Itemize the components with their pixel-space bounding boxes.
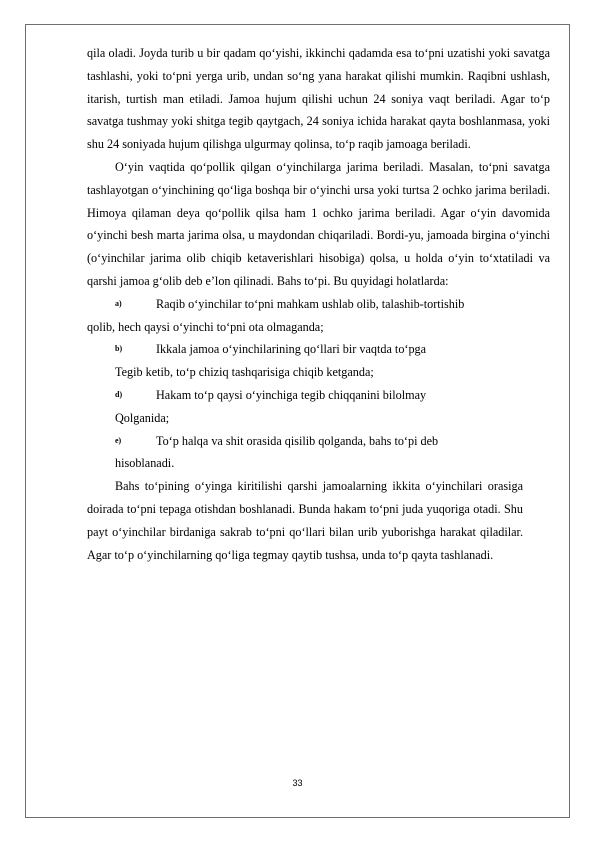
list (87, 293, 550, 475)
list-marker: d) (115, 389, 123, 399)
list-item-d (87, 384, 550, 430)
paragraph-1: qila oladi. Joyda turib u bir qadam qo‘yishi, ikkinchi qadamda esa to‘pni uzatishi yoki savatga tashlashi, yoki to‘pni yerga urib, undan so‘ng yana harakat qilishi mumkin. Raqibni ushlash, itarish, turtish man etiladi. Jamoa hujum qilishi uchun 24 soniya vaqt beriladi. Agar to‘p savatga tushmay yoki shitga tegib qaytgach, 24 soniya ichida harakat qayta boshlanmasa, yoki shu 24 soniyada hujum qilishga ulgurmay qolinsa, to‘p raqib jamoaga beriladi. (87, 46, 550, 152)
paragraph-2: O‘yin vaqtida qo‘pollik qilgan o‘yinchilarga jarima beriladi. Masalan, to‘pni savatga tashlayotgan o‘yinchining qo‘liga boshqa bir o‘yinchi ursa yoki turtsa 2 ochko jarima beriladi. Himoya qilaman deya qo‘pollik qilsa ham 1 ochko jarima beriladi. Agar o‘yin davomida o‘yinchi besh marta jarima olsa, u maydondan chiqariladi. Bordi-yu, jamoada birgina o‘yinchi (o‘yinchilar jarima olib chiqib ketaverishlari hisobiga) qolsa, u holda o‘yin to‘xtatiladi va qarshi jamoa g‘olib deb e’lon qilinadi. Bahs to‘pi. Bu quyidagi holatlarda: (87, 159, 550, 288)
list-marker: b) (115, 344, 123, 354)
list-item-e (87, 430, 550, 476)
list-item-b (87, 338, 550, 384)
list-item-continuation: Qolganida; (115, 410, 170, 425)
list-item-text: To‘p halqa va shit orasida qisilib qolganda, bahs to‘pi deb (156, 433, 439, 448)
list-item-continuation: qolib, hech qaysi o‘yinchi to‘pni ota olmaganda; (87, 319, 324, 334)
page-number: 33 (292, 778, 303, 788)
document-body (87, 42, 550, 566)
list-item-a (87, 293, 550, 339)
list-item-text: Hakam to‘p qaysi o‘yinchiga tegib chiqqanini bilolmay (156, 387, 427, 402)
list-marker: a) (115, 298, 122, 308)
list-item-continuation: hisoblanadi. (115, 456, 175, 471)
list-item-text: Ikkala jamoa o‘yinchilarining qo‘llari bir vaqtda to‘pga (156, 342, 427, 357)
list-item-text: Raqib o‘yinchilar to‘pni mahkam ushlab olib, talashib-tortishib (156, 296, 465, 311)
paragraph-3: Bahs to‘pining o‘yinga kiritilishi qarshi jamoalarning ikkita o‘yinchilari orasiga doirada to‘pni tepaga otishdan boshlanadi. Bunda hakam to‘pni juda yuqoriga otadi. Shu payt o‘yinchilar birdaniga sakrab to‘pni qo‘llari bilan urib yuborishga harakat qiladilar. Agar to‘p o‘yinchilarning qo‘liga tegmay qaytib tushsa, unda to‘p qayta tashlanadi. (87, 479, 523, 562)
list-item-continuation: Tegib ketib, to‘p chiziq tashqarisiga chiqib ketganda; (115, 365, 374, 380)
list-marker: e) (115, 435, 122, 445)
